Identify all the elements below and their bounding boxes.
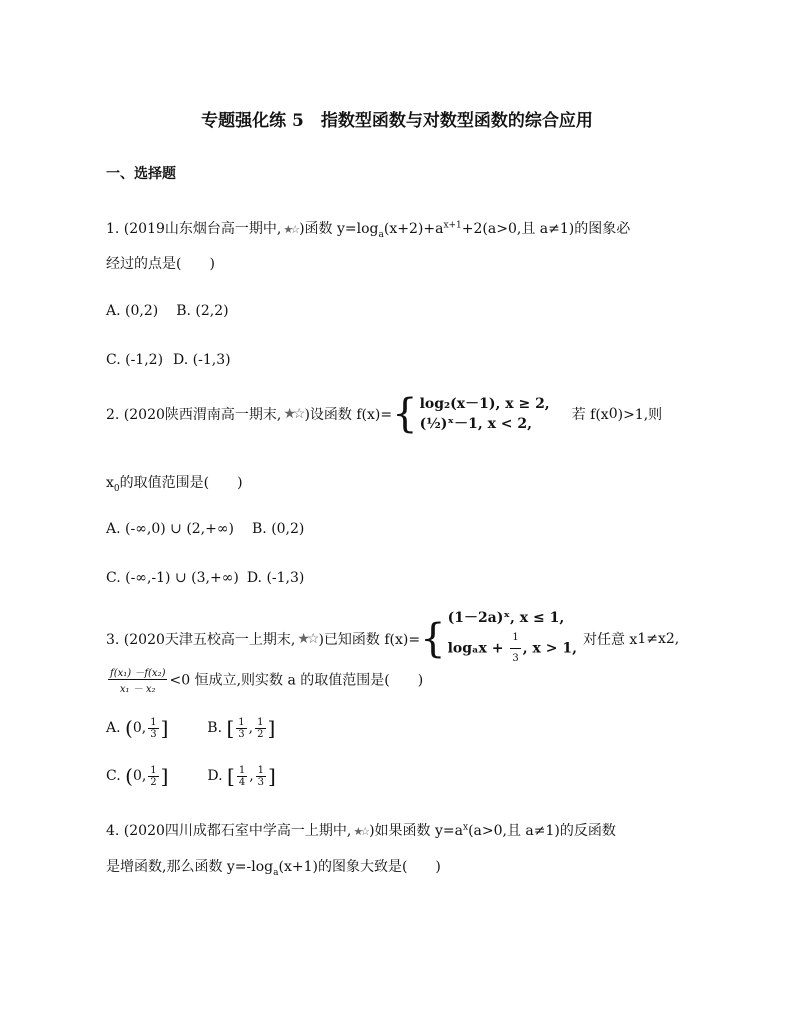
q1-exponent: x+1 <box>443 220 462 231</box>
q1-log-base: a <box>378 229 384 240</box>
q4-text-a: )如果函数 y=a <box>369 823 463 839</box>
q4-source: 4. (2020四川成都石室中学高一上期中, <box>106 823 352 839</box>
q2-case-2: (½)ˣ－1, x < 2, <box>419 416 533 432</box>
page-title: 专题强化练 5 指数型函数与对数型函数的综合应用 <box>201 111 593 131</box>
q1-line1 <box>106 218 630 240</box>
q2-line2 <box>106 472 243 494</box>
q2-text-a: )设函数 f(x)= <box>304 407 393 423</box>
q4-exponent: x <box>463 822 469 833</box>
piecewise-brace: { <box>392 391 418 437</box>
q3-option-c[interactable]: (0, $\frac{1}{2}$ ] <box>125 764 169 788</box>
q3-option-b-label[interactable]: B. <box>207 720 223 736</box>
q3-options-cd <box>106 764 276 788</box>
q3-fraction-third: $\frac{1}{3}$ <box>510 628 520 669</box>
q1-options-ab <box>106 303 229 319</box>
difficulty-star-icon: ★☆ <box>283 406 303 422</box>
q1-option-c[interactable]: C. (-1,2) <box>106 352 164 368</box>
q3-text-c: ≠x <box>646 630 666 647</box>
difficulty-star-icon: ★☆ <box>297 630 317 647</box>
q2-line1 <box>106 391 663 437</box>
q3-line1: 3. (2020天津五校高一上期末, ★☆ )已知函数 f(x)={ (1－2a)ˣ, x ≤ 1, logₐx + $\frac{1}{3}$ , x > 1, 对任意 x1≠x2, <box>106 608 679 669</box>
q2-var: x <box>106 475 114 491</box>
q3-frac-num: f(x₁) －f(x₂) <box>108 664 167 680</box>
q1-option-a[interactable]: A. (0,2) <box>106 303 159 319</box>
q3-frac-den: x₁ － x₂ <box>119 684 156 695</box>
q2-text-c: )>1,则 <box>617 407 663 423</box>
q3-case-1: (1－2a)ˣ, x ≤ 1, <box>447 610 565 626</box>
q3-text-b: 对任意 x <box>582 631 638 648</box>
q2-source: 2. (2020陕西渭南高一期末, <box>106 407 282 423</box>
q2-subscript: 0 <box>608 406 618 422</box>
q2-options-cd <box>106 570 304 586</box>
section-heading: 一、选择题 <box>106 166 176 182</box>
q2-text-d: 的取值范围是( ) <box>119 475 243 491</box>
q4-text-c: 是增函数,那么函数 y=-log <box>106 859 274 875</box>
q3-difference-quotient <box>108 664 167 695</box>
q3-option-c-label[interactable]: C. <box>106 768 121 784</box>
q3-piecewise <box>448 608 577 669</box>
q2-piecewise <box>420 394 550 434</box>
q3-options-ab <box>106 716 275 740</box>
q4-text-d: (x+1)的图象大致是( ) <box>278 859 441 875</box>
q4-line2 <box>106 856 441 878</box>
q1-options-cd <box>106 352 231 368</box>
q2-option-c[interactable]: C. (-∞,-1) ∪ (3,+∞) <box>106 570 239 586</box>
q1-text-b: (x+2)+a <box>383 221 444 237</box>
q3-case-2b: , x > 1, <box>522 640 577 657</box>
q2-text-b: 若 f(x <box>571 407 609 423</box>
q2-option-b[interactable]: B. (0,2) <box>252 521 305 537</box>
q4-line1 <box>106 820 616 840</box>
q3-option-d[interactable]: [ $\frac{1}{4}$ , $\frac{1}{3}$ ] <box>227 764 276 788</box>
q3-option-a-label[interactable]: A. <box>106 720 121 736</box>
q3-option-d-label[interactable]: D. <box>207 768 223 784</box>
q3-text-e: <0 恒成立,则实数 a 的取值范围是( ) <box>169 672 424 689</box>
difficulty-star-icon: ★☆ <box>283 223 298 236</box>
q1-text-a: )函数 y=log <box>299 221 379 237</box>
q3-text-d: , <box>674 630 680 647</box>
q1-text-c: +2(a>0,且 a≠1)的图象必 <box>461 221 631 237</box>
q4-text-b: (a>0,且 a≠1)的反函数 <box>468 823 616 839</box>
difficulty-star-icon: ★☆ <box>353 825 368 838</box>
q3-line2 <box>106 664 423 695</box>
q1-option-d[interactable]: D. (-1,3) <box>173 352 231 368</box>
q4-log-base: a <box>273 867 279 878</box>
q2-options-ab <box>106 521 304 537</box>
q3-text-a: )已知函数 f(x)= <box>318 631 421 648</box>
q2-option-a[interactable]: A. (-∞,0) ∪ (2,+∞) <box>106 521 234 537</box>
q3-source: 3. (2020天津五校高一上期末, <box>106 631 296 648</box>
q3-option-b[interactable]: [ $\frac{1}{3}$ , $\frac{1}{2}$ ] <box>226 716 276 740</box>
q3-option-a[interactable]: (0, $\frac{1}{3}$ ] <box>125 716 169 740</box>
q1-source: 1. (2019山东烟台高一期中, <box>106 221 282 237</box>
q2-option-d[interactable]: D. (-1,3) <box>246 570 305 586</box>
q2-case-1: log₂(x－1), x ≥ 2, <box>419 396 550 412</box>
piecewise-brace: { <box>420 615 446 662</box>
q2-var-sub: 0 <box>113 483 120 494</box>
q1-option-b[interactable]: B. (2,2) <box>176 303 229 319</box>
q3-case-2a: logₐx + <box>447 640 509 657</box>
q1-line2: 经过的点是( ) <box>106 256 215 272</box>
